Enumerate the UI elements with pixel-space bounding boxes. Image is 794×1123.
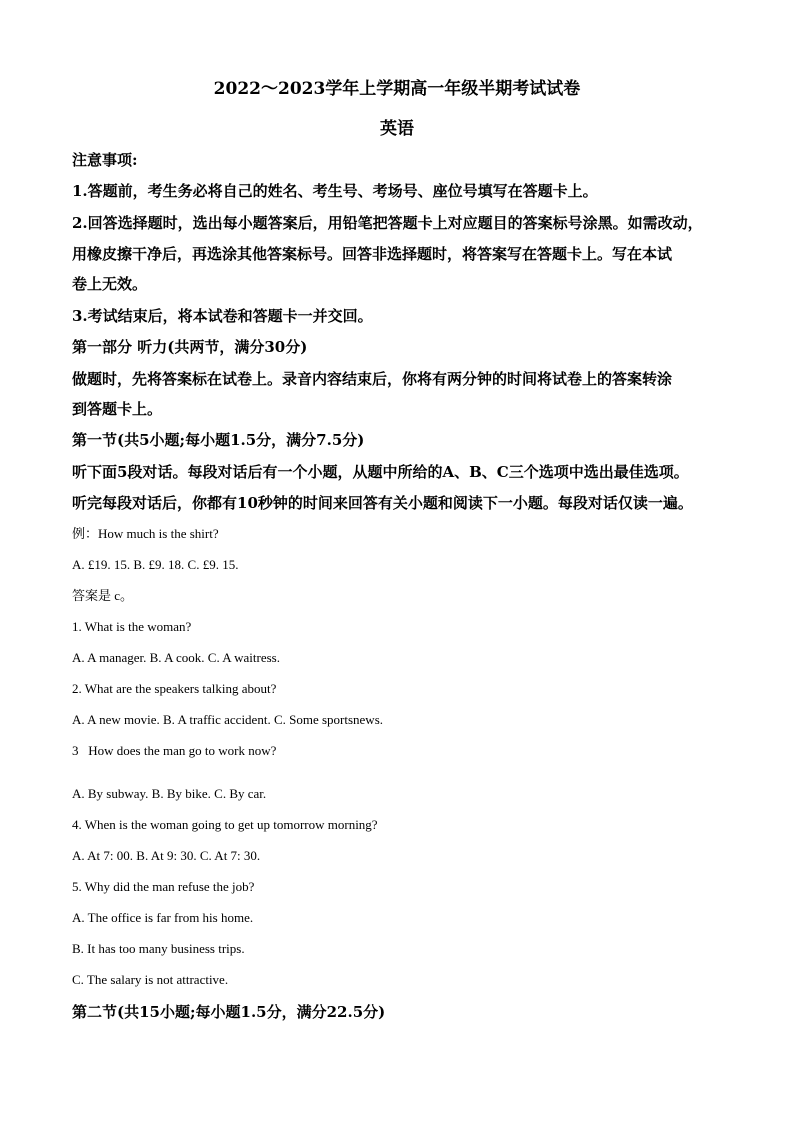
question-5-option-b: B. It has too many business trips. bbox=[72, 941, 245, 956]
notice-item-2-line-1: 2.回答选择题时，选出每小题答案后，用铅笔把答题卡上对应题目的答案标号涂黑。如需改动， bbox=[72, 214, 703, 232]
example-question: 例：How much is the shirt? bbox=[72, 526, 219, 541]
subject-title: 英语 bbox=[380, 119, 414, 139]
question-5-option-a: A. The office is far from his home. bbox=[72, 910, 254, 925]
question-3: 3 How does the man go to work now? bbox=[72, 743, 277, 758]
question-4: 4. When is the woman going to get up tomorrow morning? bbox=[72, 817, 378, 832]
part1-intro-line-2: 到答题卡上。 bbox=[72, 400, 163, 418]
part1-intro-line-1: 做题时，先将答案标在试卷上。录音内容结束后，你将有两分钟的时间将试卷上的答案转涂 bbox=[72, 370, 673, 388]
example-options: A. £19. 15. B. £9. 18. C. £9. 15. bbox=[72, 557, 239, 572]
question-2-options: A. A new movie. B. A traffic accident. C. Some sportsnews. bbox=[72, 712, 383, 727]
notice-item-2-line-2: 用橡皮擦干净后，再选涂其他答案标号。回答非选择题时，将答案写在答题卡上。写在本试 bbox=[72, 245, 673, 263]
notice-item-1: 1.答题前，考生务必将自己的姓名、考生号、考场号、座位号填写在答题卡上。 bbox=[72, 182, 598, 200]
section2-heading: 第二节(共15小题;每小题1.5分，满分22.5分) bbox=[72, 1003, 386, 1021]
section1-instructions-line-1: 听下面5段对话。每段对话后有一个小题，从题中所给的A、B、C三个选项中选出最佳选项。 bbox=[72, 463, 689, 481]
question-3-options: A. By subway. B. By bike. C. By car. bbox=[72, 786, 267, 801]
notice-heading: 注意事项: bbox=[72, 151, 138, 169]
question-2: 2. What are the speakers talking about? bbox=[72, 681, 277, 696]
exam-title: 2022～2023学年上学期高一年级半期考试试卷 bbox=[213, 79, 581, 99]
question-1: 1. What is the woman? bbox=[72, 619, 192, 634]
notice-item-2-line-3: 卷上无效。 bbox=[72, 275, 148, 293]
section1-heading: 第一节(共5小题;每小题1.5分，满分7.5分) bbox=[72, 431, 365, 449]
question-1-options: A. A manager. B. A cook. C. A waitress. bbox=[72, 650, 280, 665]
example-answer: 答案是 c。 bbox=[72, 588, 134, 603]
part1-heading: 第一部分 听力(共两节，满分30分) bbox=[72, 338, 308, 356]
section1-instructions-line-2: 听完每段对话后，你都有10秒钟的时间来回答有关小题和阅读下一小题。每段对话仅读一遍。 bbox=[72, 494, 693, 512]
question-5-option-c: C. The salary is not attractive. bbox=[72, 972, 229, 987]
notice-item-3: 3.考试结束后，将本试卷和答题卡一并交回。 bbox=[72, 307, 373, 325]
question-5: 5. Why did the man refuse the job? bbox=[72, 879, 255, 894]
question-4-options: A. At 7: 00. B. At 9: 30. C. At 7: 30. bbox=[72, 848, 261, 863]
